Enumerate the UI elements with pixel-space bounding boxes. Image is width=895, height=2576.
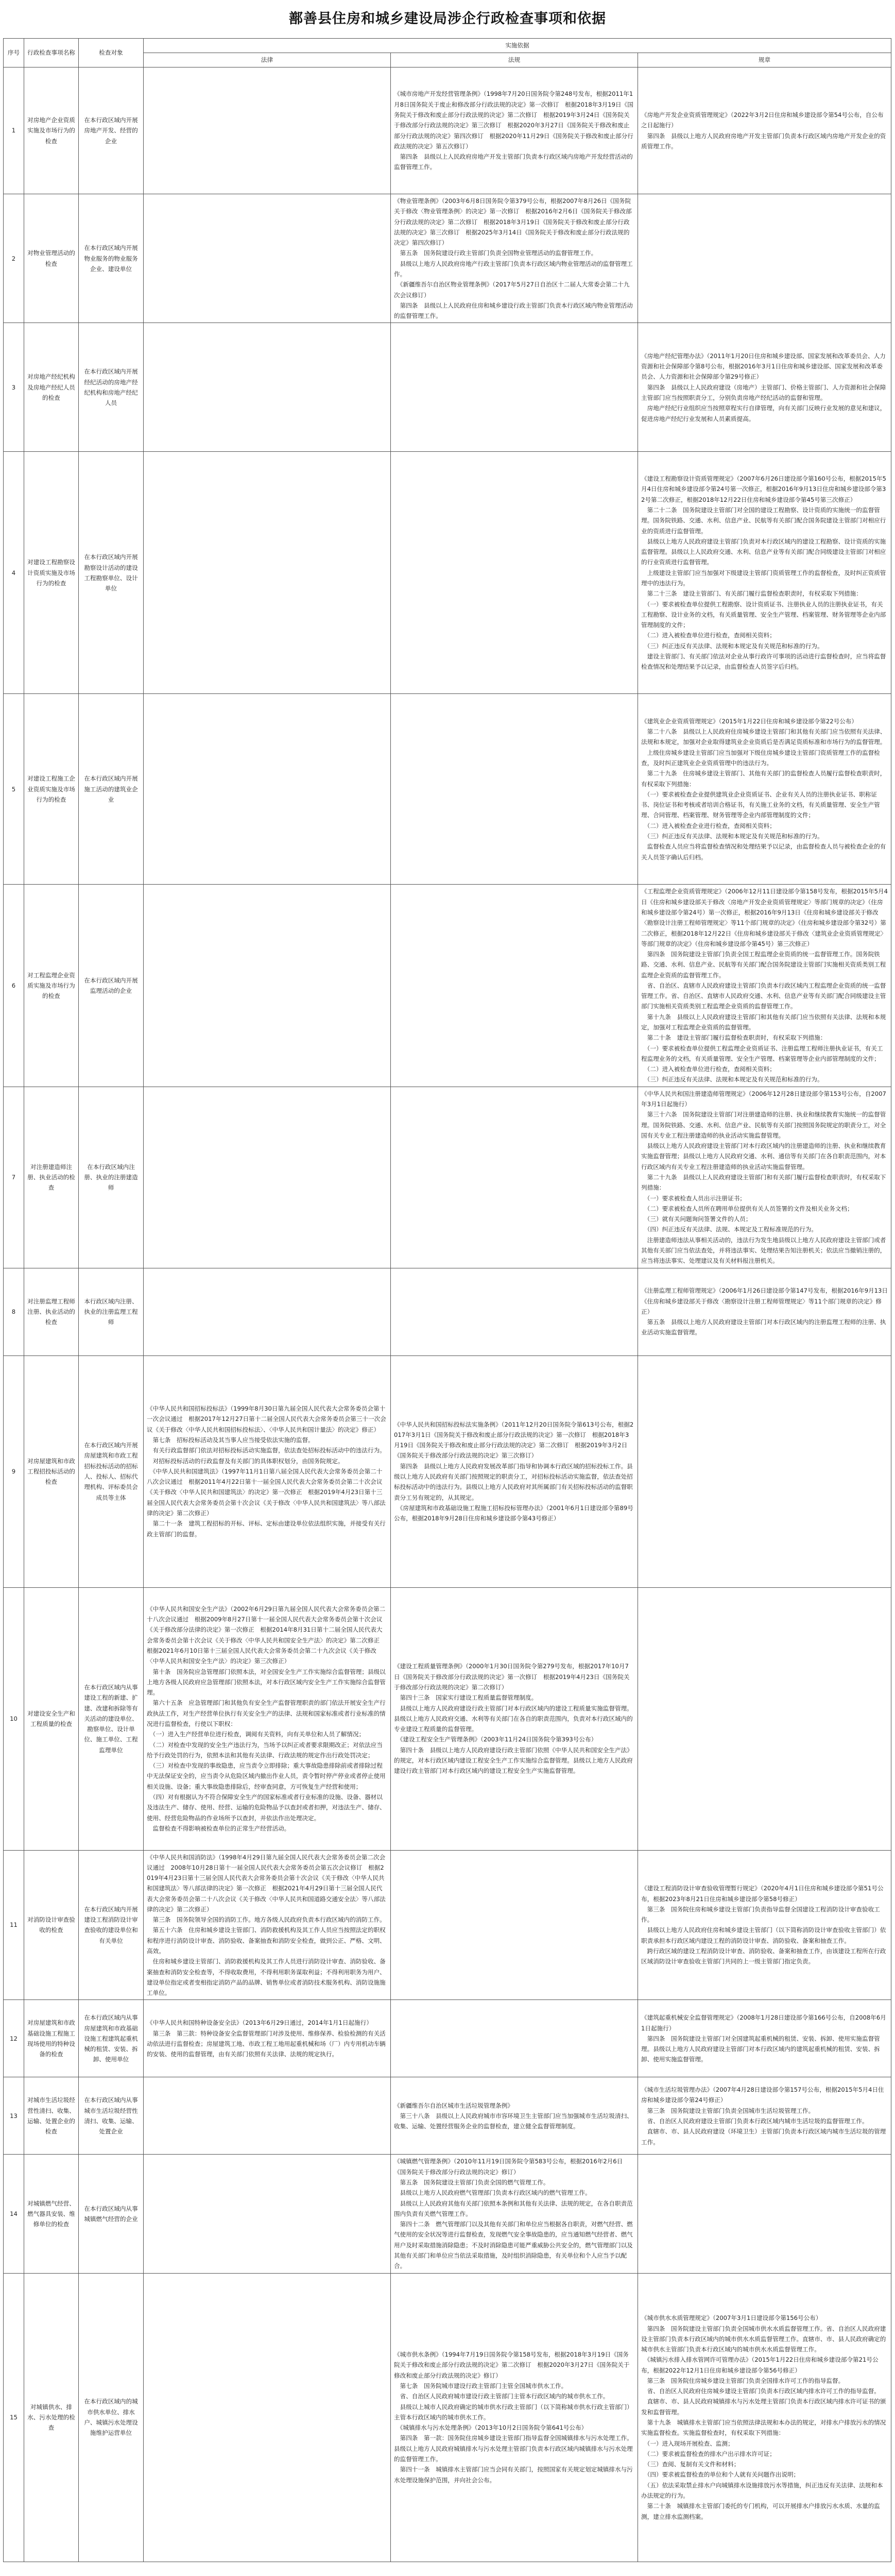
row-seq: 8 — [4, 1268, 24, 1355]
row-law — [144, 194, 391, 323]
row-law — [144, 885, 391, 1087]
row-regulation — [391, 323, 638, 452]
row-seq: 10 — [4, 1587, 24, 1850]
row-seq: 6 — [4, 885, 24, 1087]
row-seq: 7 — [4, 1087, 24, 1268]
row-item: 对建设安全生产和工程质量的检查 — [24, 1587, 79, 1850]
row-law: 《中华人民共和国特种设备安全法》（2013年6月29日通过，2014年1月1日起施行） 第三条 第三款：特种设备安全监督管理部门对涉及使用、维修保养、检验检测的有关活动依法进行监督检查；房屋建筑工地、市政工程工地用起重机械和场（厂）内专用机动车辆的安装、使用的监督管理，由有关部门依照有关法律、法规的规定执行。 — [144, 2000, 391, 2077]
row-law — [144, 2273, 391, 2562]
row-seq: 11 — [4, 1850, 24, 2000]
row-item: 对注册监理工程师注册、执业活动的检查 — [24, 1268, 79, 1355]
row-regulation — [391, 452, 638, 694]
row-item: 对房地产经纪机构及房地产经纪人员的检查 — [24, 323, 79, 452]
table-row — [4, 1087, 891, 1268]
row-object: 在本行政区域内开展房地产开发、经营的企业 — [79, 67, 144, 194]
row-law — [144, 452, 391, 694]
row-seq: 4 — [4, 452, 24, 694]
row-object: 在本行政区域内的城市供水单位、排水户、城镇污水处理设施维护运营单位 — [79, 2273, 144, 2562]
row-object: 在本行政区域内开展勘察设计活动的建设工程勘察单位、设计单位 — [79, 452, 144, 694]
row-rule: 《建筑业企业资质管理规定》（2015年1月22日住房和城乡建设部令第22号公布） 第二十八条 县级以上人民政府住房城乡建设主管部门和其他有关部门应当依照有关法律、法规和本规定，加强对企业取得建筑业企业资质后是否满足资质标准和市场行为的监督管理。 上级住房城乡建设主管部门应当加强对下级住房城乡建设主管部门资质管理工作的监督检查，及时纠正建筑业企业资质管理中的违法行为。 第二十九条 住房城乡建设主管部门、其他有关部门的监督检查人员履行监督检查职责时，有权采取下列措施： （一）要求被检查企业提供建筑业企业资质证书、企业有关人员的注册执业证书、职称证书、岗位证书和考核或者培训合格证书，有关施工业务的文档，有关质量管理、安全生产管理、合同管理、档案管理、财务管理等企业内部管理制度的文件； （二）进入被检查企业进行检查，查阅相关资料； （三）纠正违反有关法律、法规和本规定及有关规范和标准的行为。 监督检查人员应当将监督检查情况和处理结果予以记录，由监督检查人员与被检查企业的有关人员签字确认后归档。 — [638, 694, 891, 885]
row-law — [144, 1087, 391, 1268]
row-item: 对城镇供水、排水、污水处理的检查 — [24, 2273, 79, 2562]
row-regulation — [391, 1268, 638, 1355]
row-seq: 14 — [4, 2155, 24, 2273]
row-seq: 5 — [4, 694, 24, 885]
row-item: 对注册建造师注册、执业活动的检查 — [24, 1087, 79, 1268]
row-regulation: 《城镇燃气管理条例》（2010年11月19日国务院令第583号公布，根据2016年2月6日《国务院关于修改部分行政法规的决定》修订） 第五条 国务院建设主管部门负责全国的燃气管理工作。 县级以上地方人民政府燃气管理部门负责本行政区域内的燃气管理工作。 县级以上人民政府其他有关部门依照本条例和其他有关法律、法规的规定，在各自职责范围内负责有关燃气管理工作。 第四十二条 燃气管理部门以及其他有关部门和单位应当根据各自职责，对燃气经营、燃气使用的安全状况等进行监督检查，发现燃气安全事故隐患的，应当通知燃气经营者、燃气用户及时采取措施消除隐患；不及时消除隐患可能严重威胁公共安全的，燃气管理部门以及其他有关部门和单位应当依法采取措施，及时组织消除隐患，有关单位和个人应当予以配合。 — [391, 2155, 638, 2273]
row-rule: 《中华人民共和国注册建造师管理规定》（2006年12月28日建设部令第153号公布，自2007年3月1日起施行） 第三十六条 国务院建设主管部门对注册建造师的注册、执业和继续教育实施统一的监督管理。国务院铁路、交通、水利、信息产业、民航等有关部门按照国务院规定的职责分工，对全国有关专业工程注册建造师的执业活动实施监督管理。 县级以上地方人民政府建设主管部门对本行政区域内的注册建造师的注册、执业和继续教育实施监督管理；县级以上地方人民政府交通、水利、通信等有关部门在各自职责范围内，对本行政区域内有关专业工程注册建造师的执业活动实施监督管理。 第二十九条 县级以上人民政府建设主管部门和有关部门履行监督检查职责时，有权采取下列措施： （一）要求被检查人员出示注册证书； （二）要求被检查人员所在聘用单位提供有关人员签署的文件及相关业务文档； （三）就有关问题询问签署文件的人员； （四）纠正违反有关法律、法规、本规定及工程标准规范的行为。 注册建造师违法从事相关活动的，违法行为发生地县级以上地方人民政府建设主管部门或者其他有关部门应当依法查处，并将违法事实、处理结果告知注册机关；依法应当撤销注册的，应当将违法事实、处理建议及有关材料报注册机关。 — [638, 1087, 891, 1268]
table-row — [4, 1268, 891, 1355]
row-seq: 9 — [4, 1355, 24, 1587]
row-rule — [638, 194, 891, 323]
row-law — [144, 2077, 391, 2155]
header-basis: 实施依据 — [144, 39, 891, 53]
row-item: 对建设工程施工企业资质实施及市场行为的检查 — [24, 694, 79, 885]
row-item: 对消防设计审查验收的检查 — [24, 1850, 79, 2000]
row-rule: 《房地产经纪管理办法》（2011年1月20日住房和城乡建设部、国家发展和改革委员会、人力资源和社会保障部令第8号公布，根据2016年3月1日住房和城乡建设部、国家发展和改革委员会、人力资源和社会保障部令第29号修正） 第四条 县级以上人民政府建设（房地产）主管部门、价格主管部门、人力资源和社会保障主管部门应当按照职责分工，分别负责房地产经纪活动的监督和管理。 房地产经纪行业组织应当按照章程实行自律管理，向有关部门反映行业发展的意见和建议，促进房地产经纪行业发展和人员素质提高。 — [638, 323, 891, 452]
row-regulation — [391, 1087, 638, 1268]
page-title: 鄯善县住房和城乡建设局涉企行政检查事项和依据 — [289, 11, 606, 27]
row-object: 在本行政区域内开展施工活动的建筑业企业 — [79, 694, 144, 885]
table-body — [4, 67, 891, 2562]
row-law: 《中华人民共和国招标投标法》（1999年8月30日第九届全国人民代表大会常务委员会第十一次会议通过 根据2017年12月27日第十二届全国人民代表大会常务委员会第三十一次会议《关于修改〈中华人民共和国招标投标法〉、〈中华人民共和国计量法〉的决定》修正） 第七条 招标投标活动及其当事人应当接受依法实施的监督。 有关行政监督部门依法对招标投标活动实施监督，依法查处招标投标活动中的违法行为。 对招标投标活动的行政监督及有关部门的具体职权划分，由国务院规定。 《中华人民共和国建筑法》（1997年11月1日第八届全国人民代表大会常务委员会第二十八次会议通过 根据2011年4月22日第十一届全国人民代表大会常务委员会第二十次会议《关于修改〈中华人民共和国建筑法〉的决定》第一次修正 根据2019年4月23日第十三届全国人民代表大会常务委员会第十次会议《关于修改〈中华人民共和国建筑法〉等八部法律的决定》第二次修正） 第二十一条 建筑工程招标的开标、评标、定标由建设单位依法组织实施，并接受有关行政主管部门的监督。 — [144, 1355, 391, 1587]
row-seq: 2 — [4, 194, 24, 323]
row-object: 在本行政区域内从事城镇燃气经营的企业 — [79, 2155, 144, 2273]
row-rule — [638, 2155, 891, 2273]
row-regulation — [391, 885, 638, 1087]
row-object: 在本行政区域内从事城市生活垃圾经营性清扫、收集、运输、处置企业 — [79, 2077, 144, 2155]
row-seq: 13 — [4, 2077, 24, 2155]
row-rule: 《建设工程勘察设计资质管理规定》（2007年6月26日建设部令第160号公布，根据2015年5月4日住房和城乡建设部令第24号第一次修正，根据2016年9月13日住房和城乡建设部令第32号第二次修正，根据2018年12月22日住房和城乡建设部令第45号第三次修正） 第二十二条 国务院建设主管部门对全国的建设工程勘察、设计资质的实施统一的监督管理。国务院铁路、交通、水利、信息产业、民航等有关部门配合国务院建设主管部门对相应行业的资质进行监督管理。 县级以上地方人民政府建设主管部门负责对本行政区域内的建设工程勘察、设计资质的实施监督管理。县级以上人民政府交通、水利、信息产业等有关部门配合同级建设主管部门对相应的行业资质进行监督管理。 上级建设主管部门应当加强对下级建设主管部门资质管理工作的监督检查，及时纠正资质管理中的违法行为。 第二十三条 建设主管部门、有关部门履行监督检查职责时，有权采取下列措施： （一）要求被检查单位提供工程勘察、设计资质证书、注册执业人员的注册执业证书，有关工程勘察、设计业务的文档，有关质量管理、安全生产管理、档案管理、财务管理等企业内部管理制度的文件； （二）进入被检查单位进行检查，查阅相关资料； （三）纠正违反有关法律、法规和本规定及有关规范和标准的行为。 建设主管部门、有关部门依法对企业从事行政许可事项的活动进行监督检查时，应当将监督检查情况和处理结果予以记录，由监督检查人员签字后归档。 — [638, 452, 891, 694]
header-object: 检查对象 — [79, 39, 144, 67]
row-regulation: 《中华人民共和国招标投标法实施条例》（2011年12月20日国务院令第613号公布，根据2017年3月1日《国务院关于修改和废止部分行政法规的决定》第一次修订 根据2018年3月19日《国务院关于修改和废止部分行政法规的决定》第二次修订 根据2019年3月2日《国务院关于修改部分行政法规的决定》第三次修订） 第四条 县级以上地方人民政府发展改革部门指导和协调本行政区域的招标投标工作。县级以上地方人民政府有关部门按照规定的职责分工，对招标投标活动实施监督，依法查处招标投标活动中的违法行为。县级以上地方人民政府对其所属部门有关招标投标活动的监督职责分工另有规定的，从其规定。 《房屋建筑和市政基础设施工程施工招标投标管理办法》（2001年6月1日建设部令第89号公布，根据2018年9月28日住房和城乡建设部令第43号修正） — [391, 1355, 638, 1587]
row-law — [144, 2155, 391, 2273]
row-rule: 《建设工程消防设计审查验收管理暂行规定》（2020年4月1日住房和城乡建设部令第51号公布，根据2023年8月21日住房和城乡建设部令第58号修正） 第三条 国务院住房和城乡建设主管部门负责指导监督全国建设工程消防设计审查验收工作。 县级以上地方人民政府住房和城乡建设主管部门（以下简称消防设计审查验收主管部门）依职责承担本行政区域内建设工程的消防设计审查、消防验收、备案和抽查工作。 跨行政区域的建设工程消防设计审查、消防验收、备案和抽查工作，由该建设工程所在行政区域消防设计审查验收主管部门共同的上一级主管部门指定负责。 — [638, 1850, 891, 2000]
row-item: 对工程监理企业资质实施及市场行为的检查 — [24, 885, 79, 1087]
row-regulation — [391, 2000, 638, 2077]
row-rule — [638, 1355, 891, 1587]
row-item: 对城市生活垃圾经营性清扫、收集、运输、处置企业的检查 — [24, 2077, 79, 2155]
row-object: 本行政区域内注册、执业的注册监理工程师 — [79, 1268, 144, 1355]
row-object: 在本行政区域内从事房屋建筑和市政基础设施工程建筑起重机械的租赁、安装、拆卸、使用单位 — [79, 2000, 144, 2077]
row-law — [144, 67, 391, 194]
table-row — [4, 67, 891, 194]
row-law — [144, 694, 391, 885]
row-item: 对房屋建筑和市政基础设施工程施工现场使用的特种设备的检查 — [24, 2000, 79, 2077]
table-row — [4, 694, 891, 885]
row-regulation: 《城市供水条例》（1994年7月19日国务院令第158号发布，根据2018年3月19日《国务院关于修改和废止部分行政法规的决定》第二次修订 根据2020年3月27日《国务院关于修改和废止部分行政法规的决定》修订） 第七条 国务院城市建设行政主管部门主管全国城市供水工作。 省、自治区人民政府城市建设行政主管部门主管本行政区域内的城市供水工作。 县级以上城市人民政府确定的城市供水行政主管部门（以下简称城市供水行政主管部门）主管本行政区域内的城市供水工作。 《城镇排水与污水处理条例》（2013年10月2日国务院令第641号公布） 第四条 第一款：国务院住房城乡建设主管部门指导监督全国城镇排水与污水处理工作。县级以上地方人民政府城镇排水与污水处理主管部门负责本行政区域内城镇排水与污水处理的监督管理工作。 第四十一条 城镇排水主管部门应当会同有关部门，按照国家有关规定划定城镇排水与污水处理设施保护范围，并向社会公布。 — [391, 2273, 638, 2562]
row-item: 对建设工程勘察设计资质实施及市场行为的检查 — [24, 452, 79, 694]
row-item: 对房地产企业资质实施及市场行为的检查 — [24, 67, 79, 194]
row-object: 在本行政区域内从事建设工程的新建、扩建、改建和拆除等有关活动的建设单位、勘察单位、设计单位、施工单位、工程监理单位 — [79, 1587, 144, 1850]
row-rule: 《工程监理企业资质管理规定》（2006年12月11日建设部令第158号发布，根据2015年5月4日《住房和城乡建设部关于修改〈房地产开发企业资质管理规定〉等部门规章的决定》（住房和城乡建设部令第24号）第一次修正，根据2016年9月13日《住房和城乡建设部关于修改〈勘察设计注册工程师管理规定〉等11个部门规章的决定》（住房和城乡建设部令第32号）第二次修正，根据2018年12月22日《住房和城乡建设部关于修改〈建筑业企业资质管理规定〉等部门规章的决定》（住房和城乡建设部令第45号）第三次修正） 第四条 国务院建设主管部门负责全国工程监理企业资质的统一监督管理工作。国务院铁路、交通、水利、信息产业、民航等有关部门配合国务院建设主管部门实施相关资质类别工程监理企业资质的监督管理工作。 省、自治区、直辖市人民政府建设主管部门负责本行政区域内工程监理企业资质的统一监督管理工作。省、自治区、直辖市人民政府交通、水利、信息产业等有关部门配合同级建设主管部门实施相关资质类别工程监理企业资质的监督管理工作。 第十九条 县级以上人民政府建设主管部门和其他有关部门应当依照有关法律、法规和本规定，加强对工程监理企业资质的监督管理。 第二十条 建设主管部门履行监督检查职责时，有权采取下列措施： （一）要求被检查单位提供工程监理企业资质证书、注册监理工程师注册执业证书，有关工程监理业务的文档，有关质量管理、安全生产管理、档案管理等企业内部管理制度的文件； （二）进入被检查单位进行检查，查阅相关资料； （三）纠正违反有关法律、法规和本规定及有关规范和标准的行为。 — [638, 885, 891, 1087]
row-rule: 《城市供水水质管理规定》（2007年3月1日建设部令第156号公布） 第四条 国务院建设主管部门负责全国城市供水水质监督管理工作。省、自治区人民政府建设主管部门负责本行政区域内的城市供水水质监督管理工作。直辖市、市、县人民政府确定的城市供水主管部门负责本行政区域内的城市供水水质监督管理工作。 《城镇污水排入排水管网许可管理办法》（2015年1月22日住房和城乡建设部令第21号公布，根据2022年12月1日住房和城乡建设部令第56号修正） 第三条 国务院住房城乡建设主管部门负责全国排水许可工作的指导监督。 省、自治区人民政府住房城乡建设主管部门负责本行政区域内排水许可工作的指导监督。 直辖市、市、县人民政府城镇排水与污水处理主管部门负责本行政区域内排水许可证书的颁发和监督管理。 第十九条 城镇排水主管部门应当依照法律法规和本办法的规定，对排水户排放污水的情况实施监督检查。实施监督检查时，有权采取下列措施： （一）进入现场开展检查、监测； （二）要求被监督检查的排水户出示排水许可证； （三）查阅、复制有关文件和材料； （四）要求被监督检查的单位和个人就有关问题作出说明； （五）依法采取禁止排水户向城镇排水设施排放污水等措施，纠正违反有关法律、法规和本办法规定的行为。 第二十条 城镇排水主管部门委托的专门机构，可以开展排水户排放污水水质、水量的监测，建立排水监测档案。 — [638, 2273, 891, 2562]
table-row — [4, 1355, 891, 1587]
header-seq: 序号 — [4, 39, 24, 67]
table-row — [4, 2000, 891, 2077]
row-rule: 《房地产开发企业资质管理规定》（2022年3月2日住房和城乡建设部令第54号公布，自公布之日起施行） 第四条 县级以上地方人民政府房地产开发主管部门负责本行政区域内房地产开发企业的资质管理工作。 — [638, 67, 891, 194]
row-object: 在本行政区域内开展物业服务的物业服务企业、建设单位 — [79, 194, 144, 323]
header-law: 法律 — [144, 53, 391, 67]
table-row — [4, 452, 891, 694]
row-object: 在本行政区域内开展建设工程消防设计审查验收的建设单位和有关单位 — [79, 1850, 144, 2000]
row-seq: 12 — [4, 2000, 24, 2077]
inspection-table — [3, 38, 891, 2562]
table-row — [4, 1850, 891, 2000]
row-object: 在本行政区域内开展监理活动的企业 — [79, 885, 144, 1087]
row-object: 在本行政区域内开展经纪活动的房地产经纪机构和房地产经纪人员 — [79, 323, 144, 452]
table-row — [4, 2273, 891, 2562]
header-item: 行政检查事项名称 — [24, 39, 79, 67]
row-regulation — [391, 694, 638, 885]
row-regulation: 《新疆维吾尔自治区城市生活垃圾管理条例》 第三十八条 县级以上人民政府城市市容环境卫生主管部门应当加强城市生活垃圾清扫、收集、运输、处置经营服务企业的监督检查，建立健全监督管理制度。 — [391, 2077, 638, 2155]
row-seq: 3 — [4, 323, 24, 452]
row-seq: 15 — [4, 2273, 24, 2562]
table-row — [4, 2155, 891, 2273]
header-regulation: 法规 — [391, 53, 638, 67]
row-regulation: 《物业管理条例》（2003年6月8日国务院令第379号公布，根据2007年8月26日《国务院关于修改〈物业管理条例〉的决定》第一次修订 根据2016年2月6日《国务院关于修改部分行政法规的决定》第二次修订 根据2018年3月19日《国务院关于修改和废止部分行政法规的决定》第三次修订 根据2025年3月14日《国务院关于修改和废止部分行政法规的决定》第四次修订） 第五条 国务院建设行政主管部门负责全国物业管理活动的监督管理工作。 县级以上地方人民政府房地产行政主管部门负责本行政区域内物业管理活动的监督管理工作。 《新疆维吾尔自治区物业管理条例》（2017年5月27日自治区十二届人大常委会第二十九次会议修订） 第四条 县级以上人民政府住房和城乡建设行政主管部门负责本行政区域内物业管理活动的监督管理工作。 — [391, 194, 638, 323]
table-row — [4, 323, 891, 452]
row-item: 对房屋建筑和市政工程招投标活动的检查 — [24, 1355, 79, 1587]
row-rule: 《注册监理工程师管理规定》（2006年1月26日建设部令第147号发布，根据2016年9月13日《住房和城乡建设部关于修改〈勘察设计注册工程师管理规定〉等11个部门规章的决定》修正） 第五条 县级以上地方人民政府建设主管部门对本行政区域内的注册监理工程师的注册、执业活动实施监督管理。 — [638, 1268, 891, 1355]
row-law — [144, 1268, 391, 1355]
table-header — [4, 39, 891, 67]
table-row — [4, 885, 891, 1087]
row-object: 在本行政区域内注册、执业的注册建造师 — [79, 1087, 144, 1268]
row-law: 《中华人民共和国安全生产法》（2002年6月29日第九届全国人民代表大会常务委员会第二十八次会议通过 根据2009年8月27日第十一届全国人民代表大会常务委员会第十次会议《关于修改部分法律的决定》第一次修正 根据2014年8月31日第十二届全国人民代表大会常务委员会第十次会议《关于修改〈中华人民共和国安全生产法〉的决定》第二次修正 根据2021年6月10日第十三届全国人民代表大会常务委员会第二十九次会议《关于修改〈中华人民共和国安全生产法〉的决定》第三次修正） 第十条 国务院应急管理部门依照本法，对全国安全生产工作实施综合监督管理；县级以上地方各级人民政府应急管理部门依照本法，对本行政区域内安全生产工作实施综合监督管理。 第六十五条 应急管理部门和其他负有安全生产监督管理职责的部门依法开展安全生产行政执法工作，对生产经营单位执行有关安全生产的法律、法规和国家标准或者行业标准的情况进行监督检查，行使以下职权： （一）进入生产经营单位进行检查，调阅有关资料，向有关单位和人员了解情况； （二）对检查中发现的安全生产违法行为，当场予以纠正或者要求限期改正；对依法应当给予行政处罚的行为，依照本法和其他有关法律、行政法规的规定作出行政处罚决定； （三）对检查中发现的事故隐患，应当责令立即排除；重大事故隐患排除前或者排除过程中无法保证安全的，应当责令从危险区域内撤出作业人员，责令暂时停产停业或者停止使用相关设施、设备；重大事故隐患排除后，经审查同意，方可恢复生产经营和使用； （四）对有根据认为不符合保障安全生产的国家标准或者行业标准的设施、设备、器材以及违法生产、储存、使用、经营、运输的危险物品予以查封或者扣押，对违法生产、储存、使用、经营危险物品的作业场所予以查封，并依法作出处理决定。 监督检查不得影响被检查单位的正常生产经营活动。 — [144, 1587, 391, 1850]
row-law: 《中华人民共和国消防法》（1998年4月29日第九届全国人民代表大会常务委员会第二次会议通过 2008年10月28日第十一届全国人民代表大会常务委员会第五次会议修订 根据2019年4月23日第十三届全国人民代表大会常务委员会第十次会议《关于修改〈中华人民共和国建筑法〉等八部法律的决定》第一次修正 根据2021年4月29日第十三届全国人民代表大会常务委员会第二十八次会议《关于修改〈中华人民共和国道路交通安全法〉等八部法律的决定》第二次修正） 第三条 国务院领导全国的消防工作。地方各级人民政府负责本行政区域内的消防工作。 第五十六条 住房和城乡建设主管部门、消防救援机构及其工作人员应当按照法定的职权和程序进行消防设计审查、消防验收、备案抽查和消防安全检查，做到公正、严格、文明、高效。 住房和城乡建设主管部门、消防救援机构及其工作人员进行消防设计审查、消防验收、备案抽查和消防安全检查等，不得收取费用，不得利用职务谋取利益；不得利用职务为用户、建设单位指定或者变相指定消防产品的品牌、销售单位或者消防技术服务机构、消防设施施工单位。 — [144, 1850, 391, 2000]
row-rule: 《城市生活垃圾管理办法》（2007年4月28日建设部令第157号公布，根据2015年5月4日住房和城乡建设部令第24号修正） 第三条 国务院建设主管部门负责全国城市生活垃圾管理工作。 省、自治区人民政府建设主管部门负责本行政区域内城市生活垃圾的监督管理工作。 直辖市、市、县人民政府建设（环境卫生）主管部门负责本行政区域内城市生活垃圾的管理工作。 — [638, 2077, 891, 2155]
table-row — [4, 1587, 891, 1850]
row-regulation: 《城市房地产开发经营管理条例》（1998年7月20日国务院令第248号发布，根据2011年1月8日国务院关于废止和修改部分行政法规的决定》第一次修订 根据2018年3月19日《国务院关于修改和废止部分行政法规的决定》第二次修订 根据2019年3月24日《国务院关于修改部分行政法规的决定》第三次修订 根据2020年3月27日《国务院关于修改和废止部分行政法规的决定》第四次修订 根据2020年11月29日《国务院关于修改和废止部分行政法规的决定》第五次修订） 第四条 县级以上人民政府房地产开发主管部门负责本行政区域内房地产开发经营活动的监督管理工作。 — [391, 67, 638, 194]
row-rule — [638, 1587, 891, 1850]
row-rule: 《建筑起重机械安全监督管理规定》（2008年1月28日建设部令第166号公布，自2008年6月1日起施行） 第四条 国务院建设主管部门对全国建筑起重机械的租赁、安装、拆卸、使用实施监督管理。县级以上地方人民政府建设主管部门对本行政区域内的建筑起重机械的租赁、安装、拆卸、使用实施监督管理。 — [638, 2000, 891, 2077]
header-rule: 规章 — [638, 53, 891, 67]
row-regulation: 《建设工程质量管理条例》（2000年1月30日国务院令第279号发布，根据2017年10月7日《国务院关于修改部分行政法规的决定》第一次修订 根据2019年4月23日《国务院关于修改部分行政法规的决定》第二次修订） 第四十三条 国家实行建设工程质量监督管理制度。 县级以上地方人民政府建设行政主管部门对本行政区域内的建设工程质量实施监督管理。县级以上地方人民政府交通、水利等有关部门在各自的职责范围内，负责对本行政区域内的专业建设工程质量的监督管理。 《建设工程安全生产管理条例》（2003年11月24日国务院令第393号公布） 第四十条 县级以上地方人民政府建设行政主管部门依照《中华人民共和国安全生产法》的规定，对本行政区域内建设工程安全生产工作实施综合监督管理。县级以上地方人民政府建设行政主管部门对本行政区域内的建设工程安全生产实施监督管理。 — [391, 1587, 638, 1850]
row-seq: 1 — [4, 67, 24, 194]
table-row — [4, 2077, 891, 2155]
row-item: 对城镇燃气经营、燃气器具安装、维修单位的检查 — [24, 2155, 79, 2273]
row-regulation — [391, 1850, 638, 2000]
row-law — [144, 323, 391, 452]
table-row — [4, 194, 891, 323]
row-object: 在本行政区域内开展房屋建筑和市政工程招标投标活动的招标人、投标人、招标代理机构、评标委员会成员等主体 — [79, 1355, 144, 1587]
row-item: 对物业管理活动的检查 — [24, 194, 79, 323]
